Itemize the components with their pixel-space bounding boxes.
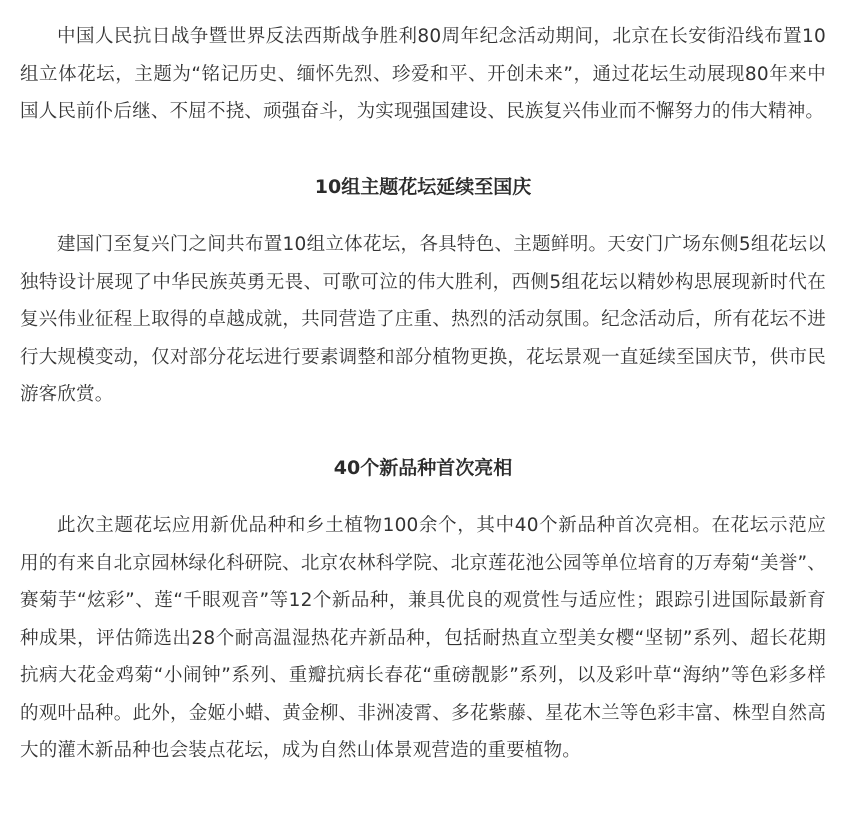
intro-paragraph: 中国人民抗日战争暨世界反法西斯战争胜利80周年纪念活动期间，北京在长安街沿线布置10组立体花坛，主题为“铭记历史、缅怀先烈、珍爱和平、开创未来”，通过花坛生动展现80年来中国人民前仆后继、不屈不挠、顽强奋斗，为实现强国建设、民族复兴伟业而不懈努力的伟大精神。 (20, 26, 826, 122)
spacer (20, 206, 826, 226)
section-heading-new-varieties: 40个新品种首次亮相 (333, 456, 513, 479)
spacer (20, 131, 826, 169)
flower-beds-paragraph: 建国门至复兴门之间共布置10组立体花坛，各具特色、主题鲜明。天安门广场东侧5组花坛以独特设计展现了中华民族英勇无畏、可歌可泣的伟大胜利，西侧5组花坛以精妙构思展现新时代在复兴伟业征程上取得的卓越成就，共同营造了庄重、热烈的活动氛围。纪念活动后，所有花坛不进行大规模变动，仅对部分花坛进行要素调整和部分植物更换，花坛景观一直延续至国庆节，供市民游客欣赏。 (20, 234, 826, 405)
spacer (20, 414, 826, 450)
article-body (20, 18, 826, 770)
spacer (20, 487, 826, 507)
section-heading-flower-beds: 10组主题花坛延续至国庆 (314, 175, 532, 198)
new-varieties-paragraph: 此次主题花坛应用新优品种和乡土植物100余个，其中40个新品种首次亮相。在花坛示范应用的有来自北京园林绿化科研院、北京农林科学院、北京莲花池公园等单位培育的万寿菊“美誉”、赛菊芋“炫彩”、莲“千眼观音”等12个新品种，兼具优良的观赏性与适应性；跟踪引进国际最新育种成果，评估筛选出28个耐高温湿热花卉新品种，包括耐热直立型美女樱“坚韧”系列、超长花期抗病大花金鸡菊“小闹钟”系列、重瓣抗病长春花“重磅靓影”系列，以及彩叶草“海纳”等色彩多样的观叶品种。此外，金姬小蜡、黄金柳、非洲凌霄、多花紫藤、星花木兰等色彩丰富、株型自然高大的灌木新品种也会装点花坛，成为自然山体景观营造的重要植物。 (20, 515, 826, 761)
